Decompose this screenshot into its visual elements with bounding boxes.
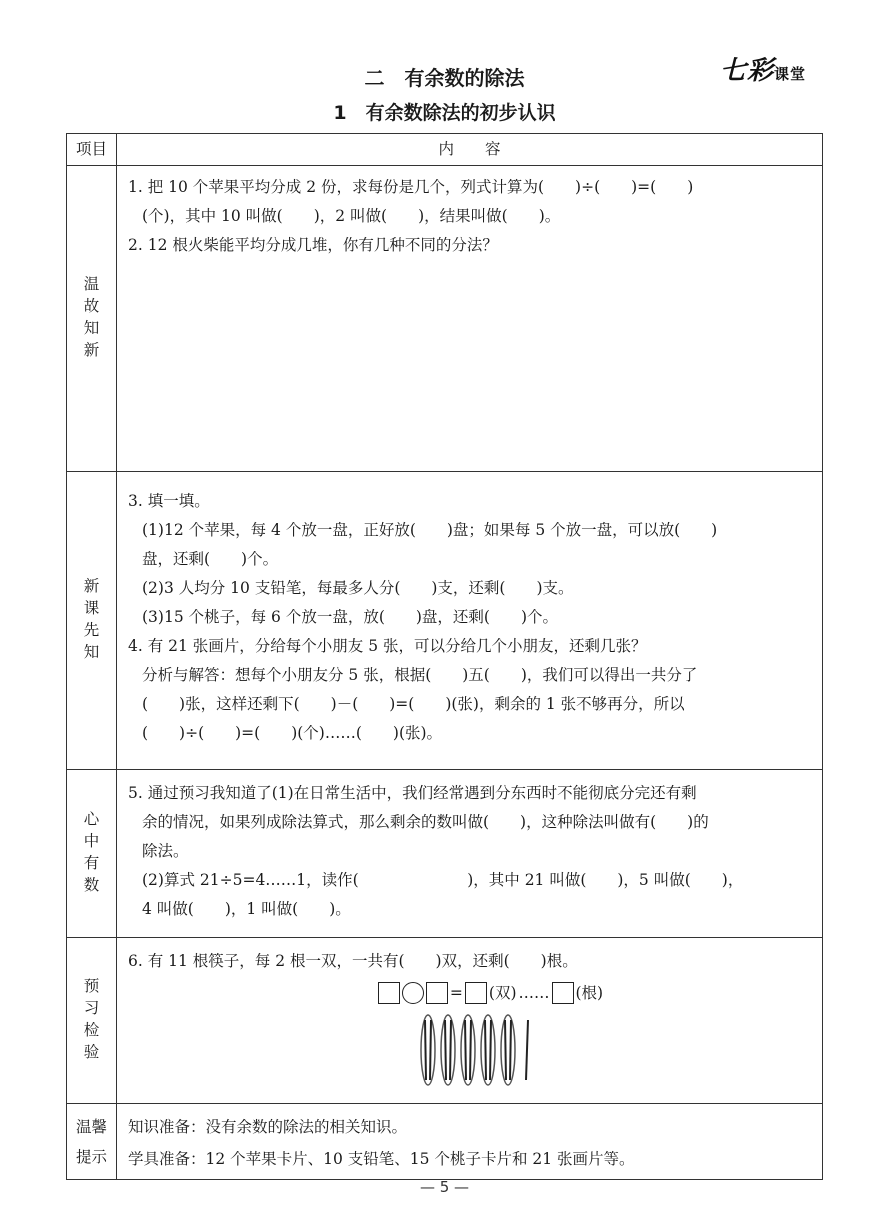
question-4: 4. 有 21 张画片，分给每个小朋友 5 张，可以分给几个小朋友，还剩几张？: [128, 637, 647, 655]
question-3-1-line-2: 盘，还剩( )个。: [142, 550, 279, 568]
equation-template: [128, 978, 813, 1008]
worksheet-table: [66, 133, 823, 1180]
section-label-preview: 新课先知: [67, 472, 117, 770]
question-6: 6. 有 11 根筷子，每 2 根一双，一共有( )双，还剩( )根。: [128, 952, 578, 970]
equals-sign: =: [449, 984, 463, 1002]
section-preview: [67, 472, 823, 770]
section-label-check: 预习检验: [67, 938, 117, 1104]
section-content-preview: [117, 472, 823, 770]
question-2: 2. 12 根火柴能平均分成几堆，你有几种不同的分法？: [128, 236, 498, 254]
chopsticks-icon: [416, 1014, 536, 1086]
section-label-review: 温故知新: [67, 166, 117, 472]
remainder-dots: ……: [518, 984, 550, 1002]
section-content-check: [117, 938, 823, 1104]
dividend-box: [378, 982, 400, 1004]
divisor-box: [426, 982, 448, 1004]
brand-char-1: 七: [720, 56, 748, 86]
section-label-heart: 心中有数: [67, 770, 117, 938]
header-content: 内 容: [117, 134, 823, 166]
remainder-box: [552, 982, 574, 1004]
chopsticks-illustration: [128, 1014, 813, 1086]
section-content-tips: [117, 1104, 823, 1180]
header-item: 项目: [67, 134, 117, 166]
question-4-analysis-line-1: 分析与解答：想每个小朋友分 5 张，根据( )五( )，我们可以得出一共分了: [142, 666, 698, 684]
question-1-line-1: 1. 把 10 个苹果平均分成 2 份，求每份是几个，列式计算为( )÷( )=( ): [128, 178, 694, 196]
section-tips: [67, 1104, 823, 1180]
question-5-line-3: 除法。: [142, 842, 189, 860]
question-1-line-2: (个)，其中 10 叫做( )，2 叫做( )，结果叫做( )。: [142, 207, 561, 225]
section-content-review: [117, 166, 823, 472]
question-3: 3. 填一填。: [128, 492, 210, 510]
operator-circle: [402, 982, 424, 1004]
chapter-title: 二 有余数的除法: [364, 66, 525, 90]
unit-pairs: (双): [488, 984, 517, 1002]
question-4-analysis-line-2: ( )张，这样还剩下( )－( )=( )(张)，剩余的 1 张不够再分，所以: [142, 695, 685, 713]
section-check: [67, 938, 823, 1104]
tips-materials: 学具准备：12 个苹果卡片、10 支铅笔、15 个桃子卡片和 21 张画片等。: [128, 1150, 635, 1168]
tips-label-top: 温馨: [75, 1117, 107, 1136]
question-4-analysis-line-3: ( )÷( )=( )(个)……( )(张)。: [142, 724, 443, 742]
brand-char-3: 课堂: [774, 65, 807, 83]
question-3-3: (3)15 个桃子，每 6 个放一盘，放( )盘，还剩( )个。: [142, 608, 559, 626]
section-review: [67, 166, 823, 472]
section-label-tips: [67, 1104, 117, 1180]
unit-roots: (根): [575, 984, 604, 1002]
question-3-2: (2)3 人均分 10 支铅笔，每最多人分( )支，还剩( )支。: [142, 579, 574, 597]
section-heart: [67, 770, 823, 938]
question-5-line-1: 5. 通过预习我知道了(1)在日常生活中，我们经常遇到分东西时不能彻底分完还有剩: [128, 784, 697, 802]
tips-label-bottom: 提示: [75, 1147, 107, 1166]
question-5-line-2: 余的情况，如果列成除法算式，那么剩余的数叫做( )，这种除法叫做有( )的: [142, 813, 709, 831]
question-5-line-4: (2)算式 21÷5=4……1，读作( )，其中 21 叫做( )，5 叫做( )，: [142, 871, 744, 889]
quotient-box: [465, 982, 487, 1004]
tips-knowledge: 知识准备：没有余数的除法的相关知识。: [128, 1118, 408, 1136]
section-content-heart: [117, 770, 823, 938]
question-3-1-line-1: (1)12 个苹果，每 4 个放一盘，正好放( )盘；如果每 5 个放一盘，可以放( ): [142, 521, 718, 539]
lesson-title: 1 有余数除法的初步认识: [333, 102, 556, 124]
brand-char-2: 彩: [747, 56, 775, 86]
table-header-row: [67, 134, 823, 166]
question-5-line-5: 4 叫做( )，1 叫做( )。: [142, 900, 351, 918]
page-number: — 5 —: [419, 1178, 470, 1196]
